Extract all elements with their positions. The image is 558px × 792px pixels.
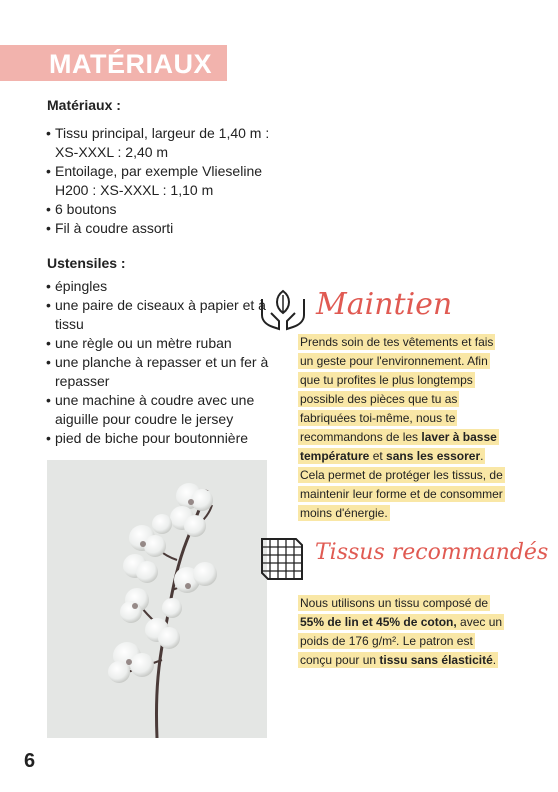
care-text [298,333,508,523]
fabrics-text-part: . [492,653,497,667]
list-item: • Fil à coudre assorti [46,219,286,238]
list-item: • Entoilage, par exemple Vlieseline H200 : XS-XXXL : 1,10 m [46,162,286,200]
fabrics-text-part: Nous utilisons un tissu composé de [300,596,489,610]
care-text-part: . Cela permet de protéger les tissus, de maintenir leur forme et de consommer moins d'énergie. [300,449,503,520]
tools-list [46,277,271,448]
materials-heading: Matériaux : [47,97,121,113]
list-item: • épingles [46,277,271,296]
fabrics-text-bold: 55% de lin et 45% de coton, [300,615,457,629]
care-text-bold: laver à basse température [300,430,497,463]
materials-list [46,124,286,238]
list-item: • pied de biche pour boutonnière [46,429,271,448]
hands-leaf-icon [259,287,307,336]
tools-heading: Ustensiles : [47,255,126,271]
fabrics-text [298,594,508,670]
care-text-bold: sans les essorer [386,449,481,463]
list-item: • une paire de ciseaux à papier et à tissu [46,296,271,334]
fabrics-text-bold: tissu sans élasticité [379,653,493,667]
page-number: 6 [24,750,36,772]
list-item: • 6 boutons [46,200,286,219]
care-title: Maintien [316,287,453,322]
list-item: • une machine à coudre avec une aiguille pour coudre le jersey [46,391,271,429]
list-item: • Tissu principal, largeur de 1,40 m : XS-XXXL : 2,40 m [46,124,286,162]
page-title: MATÉRIAUX [49,49,212,79]
care-text-part: Prends soin de tes vêtements et fais un geste pour l'environnement. Afin que tu profites le plus longtemps possible des pièces que tu as fabriquées toi-même, nous te recommandons de les [300,335,494,444]
fabrics-text-part: avec un poids de 176 g/m². Le patron est conçu pour un [300,615,503,667]
fabrics-title: Tissus recommandés [315,540,549,565]
fabric-swatch-icon [256,533,310,590]
list-item: • une planche à repasser et un fer à repasser [46,353,271,391]
care-text-part: et [369,449,387,463]
cotton-branch-photo [47,460,267,738]
list-item: • une règle ou un mètre ruban [46,334,271,353]
